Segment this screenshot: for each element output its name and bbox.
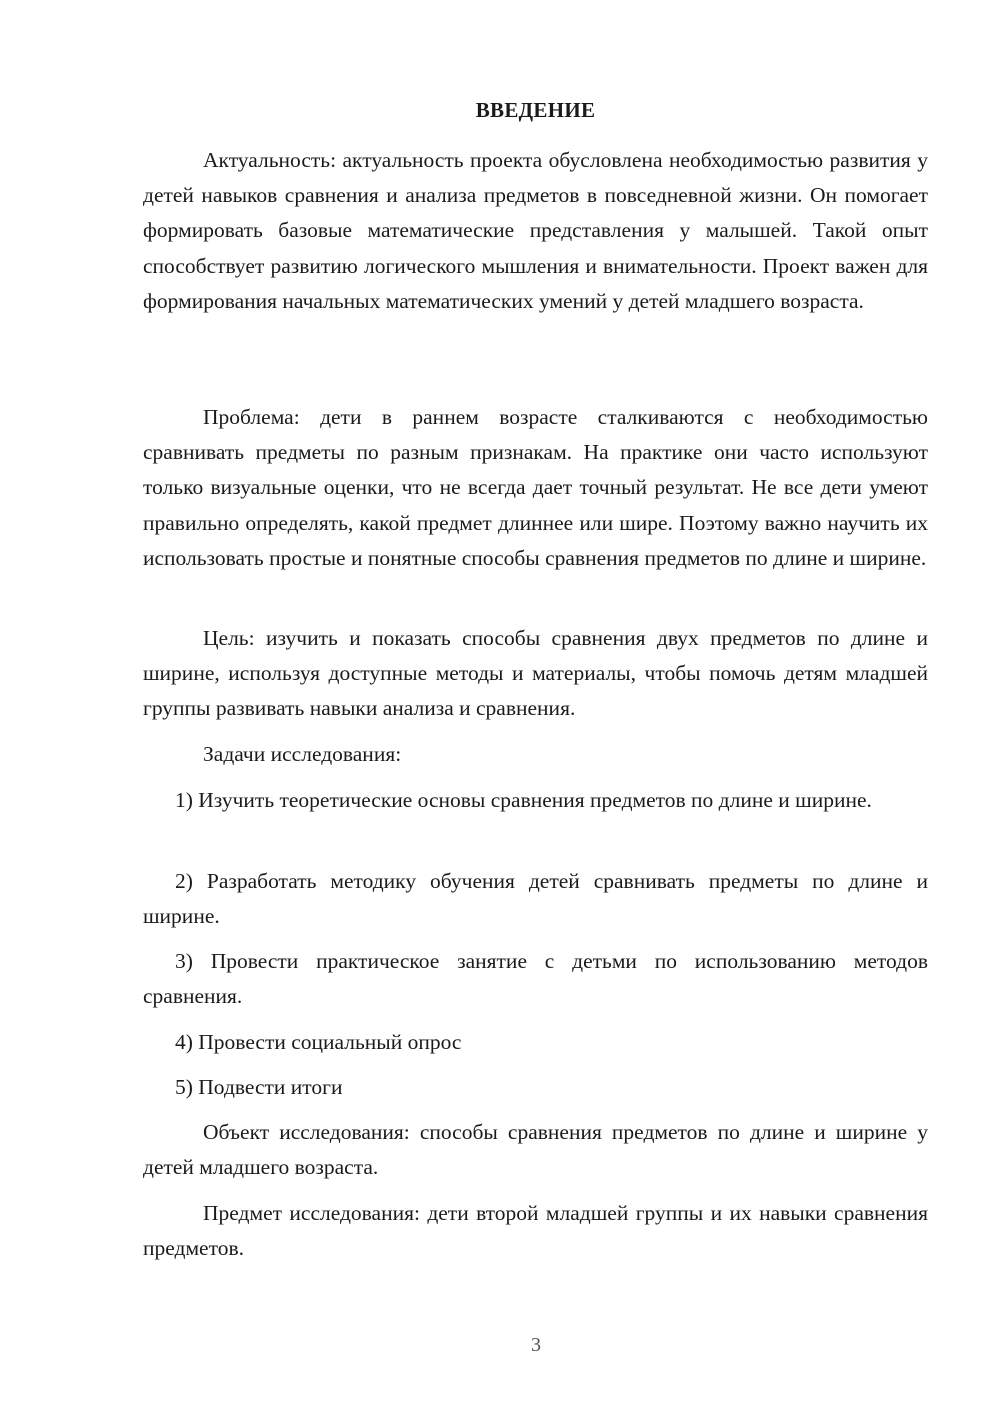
task-item-5: 5) Подвести итоги — [175, 1075, 343, 1099]
subject-paragraph: Предмет исследования: дети второй младшей группы и их навыки сравнения предметов. — [143, 1201, 928, 1261]
page-number: 3 — [531, 1334, 541, 1356]
task-item-3: 3) Провести практическое занятие с детьми по использованию методов сравнения. — [143, 949, 928, 1009]
goal-paragraph: Цель: изучить и показать способы сравнения двух предметов по длине и ширине, используя доступные методы и материалы, чтобы помочь детям младшей группы развивать навыки анализа и сравнения. — [143, 626, 928, 721]
problem-paragraph: Проблема: дети в раннем возрасте сталкиваются с необходимостью сравнивать предметы по разным признакам. На практике они часто используют только визуальные оценки, что не всегда дает точный результат. Не все дети умеют правильно определять, какой предмет длиннее или шире. Поэтому важно научить их использовать простые и понятные способы сравнения предметов по длине и ширине. — [143, 405, 928, 570]
relevance-paragraph: Актуальность: актуальность проекта обусловлена необходимостью развития у детей навыков сравнения и анализа предметов в повседневной жизни. Он помогает формировать базовые математические представления у малышей. Такой опыт способствует развитию логического мышления и внимательности. Проект важен для формирования начальных математических умений у детей младшего возраста. — [143, 148, 928, 313]
task-item-1: 1) Изучить теоретические основы сравнения предметов по длине и ширине. — [175, 788, 872, 812]
task-item-2: 2) Разработать методику обучения детей сравнивать предметы по длине и ширине. — [143, 869, 928, 929]
task-item-4: 4) Провести социальный опрос — [175, 1030, 462, 1054]
object-paragraph: Объект исследования: способы сравнения предметов по длине и ширине у детей младшего возраста. — [143, 1120, 928, 1180]
tasks-heading: Задачи исследования: — [203, 742, 402, 766]
page-title: ВВЕДЕНИЕ — [475, 98, 596, 122]
